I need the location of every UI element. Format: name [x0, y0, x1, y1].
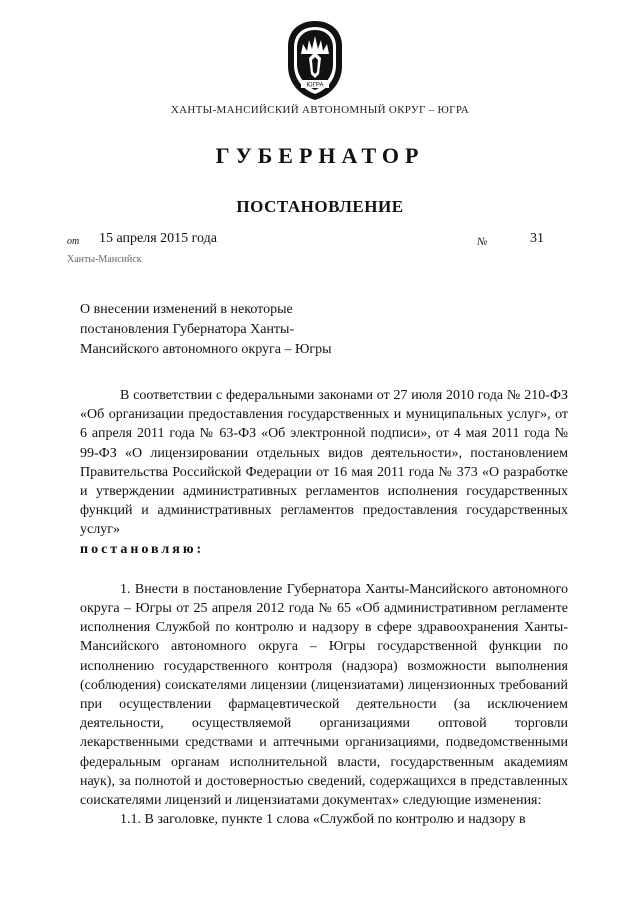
- decree-word: постановляю:: [80, 541, 205, 557]
- document-subject: [80, 300, 380, 360]
- place-of-issue: Ханты-Мансийск: [67, 254, 142, 265]
- coat-of-arms-icon: [279, 18, 351, 102]
- document-date: 15 апреля 2015 года: [99, 231, 217, 246]
- item-1-1-paragraph: 1.1. В заголовке, пункте 1 слова «Службой по контролю и надзору в: [120, 812, 526, 828]
- subject-line: Мансийского автономного округа – Югры: [80, 342, 332, 357]
- subject-line: постановления Губернатора Ханты-: [80, 322, 295, 337]
- date-prefix: от: [67, 236, 80, 247]
- item-1-paragraph: 1. Внести в постановление Губернатора Ханты-Мансийского автономного округа – Югры от 25 апреля 2012 года № 65 «Об административном регламенте исполнения Службой по контролю и надзору в сфере здравоохранения Ханты-Мансийского автономного округа – Югры государственной функции по исполнению государственного контроля (надзора) возможности выполнения (соблюдения) соискателями лицензии (лицензиатами) лицензионных требований при осуществлении фармацевтической деятельности (за исключением деятельности, осуществляемой организациями оптовой торговли лекарственными средствами и аптечными организациями, подведомственными федеральным органам исполнительной власти, государственным академиям наук), за полнотой и достоверностью сведений, содержащихся в представленных соискателями лицензий и лицензиатами документах» следующие изменения:: [80, 581, 568, 809]
- region-name: ХАНТЫ-МАНСИЙСКИЙ АВТОНОМНЫЙ ОКРУГ – ЮГРА: [170, 104, 470, 116]
- preamble-paragraph: В соответствии с федеральными законами от 27 июля 2010 года № 210-ФЗ «Об организации предоставления государственных и муниципальных услуг», от 6 апреля 2011 года № 63-ФЗ «Об электронной подписи», от 4 мая 2011 года № 99-ФЗ «О лицензировании отдельных видов деятельности», постановлением Правительства Российской Федерации от 16 мая 2011 года № 373 «О разработке и утверждении административных регламентов исполнения государственных функций и административных регламентов предоставления государственных услуг»: [80, 388, 568, 538]
- number-sign: №: [477, 236, 488, 248]
- issuer-title: ГУБЕРНАТОР: [215, 143, 425, 168]
- document-type: ПОСТАНОВЛЕНИЕ: [236, 197, 404, 216]
- emblem-caption: ЮГРА: [306, 82, 324, 89]
- document-body: [80, 386, 568, 829]
- subject-line: О внесении изменений в некоторые: [80, 302, 293, 317]
- date-number-row: [67, 231, 557, 253]
- document-number: 31: [530, 231, 544, 246]
